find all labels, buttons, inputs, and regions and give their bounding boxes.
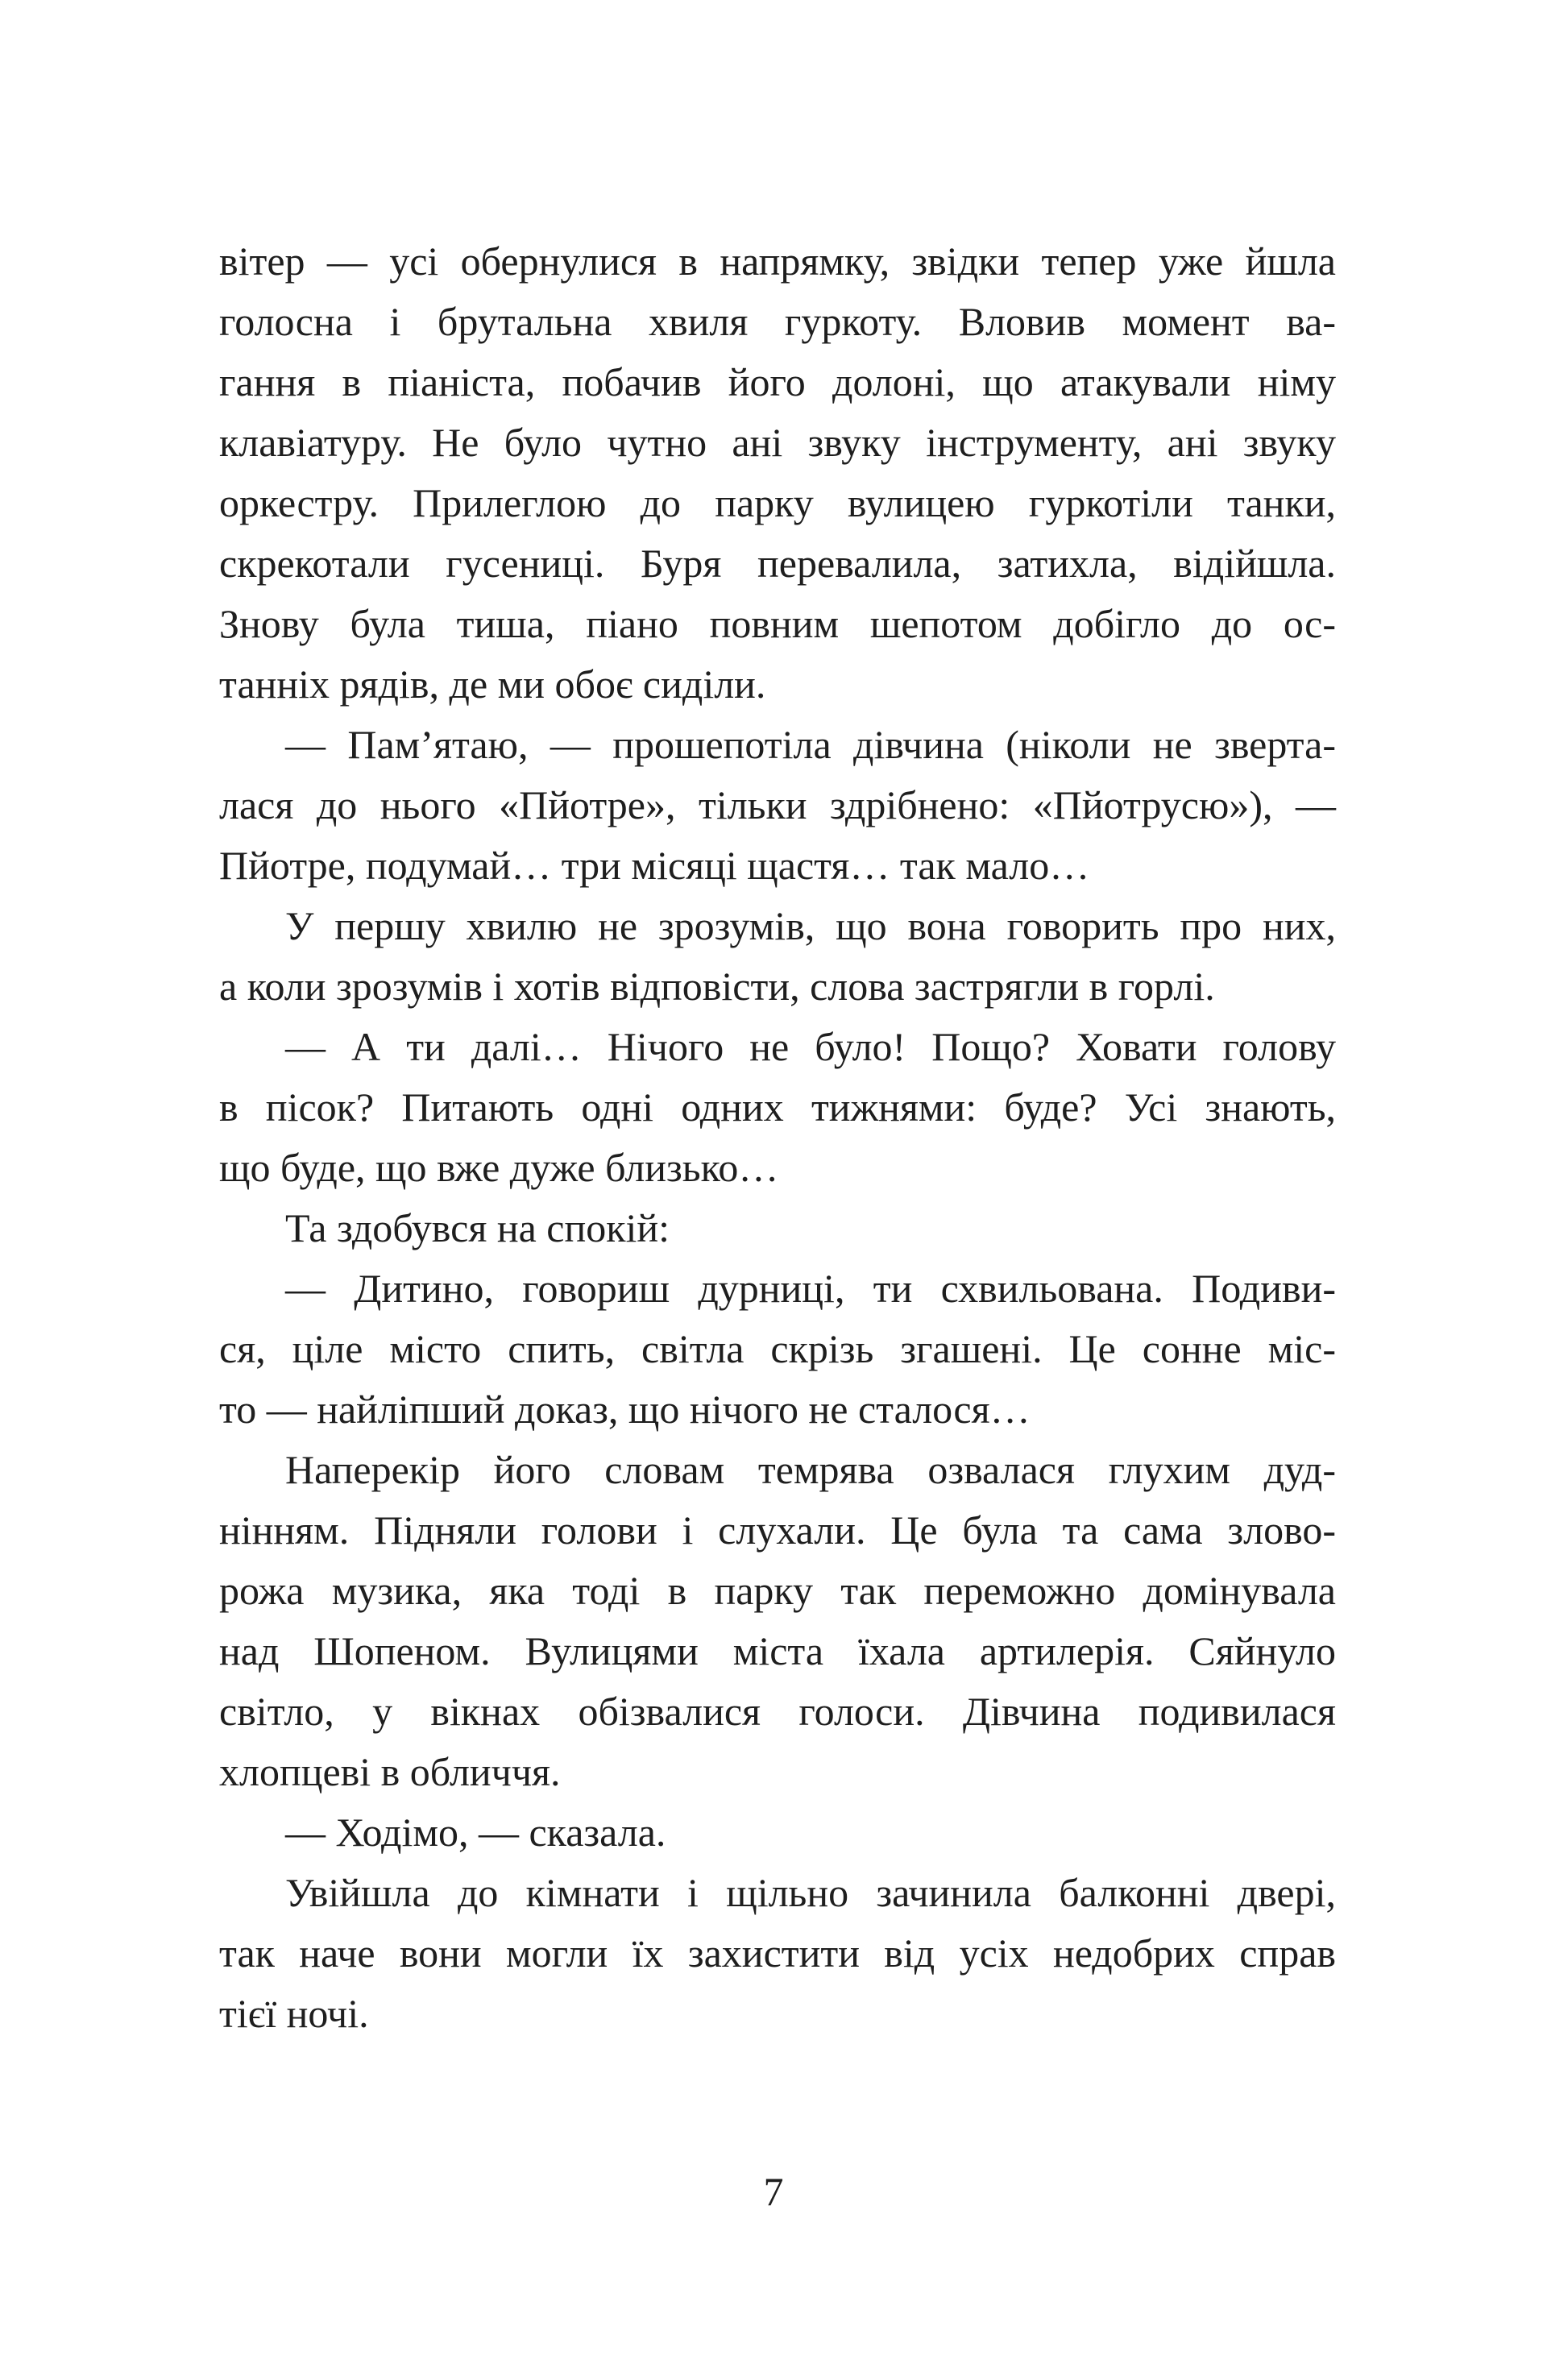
text-line: лася до нього «Пйотре», тільки здрібнено: «Пйотрусю»), —: [219, 782, 1336, 827]
text-line: над Шопеном. Вулицями міста їхала артилерія. Сяйнуло: [219, 1628, 1336, 1673]
text-line: — Дитино, говориш дурниці, ти схвильована. Подиви-: [285, 1266, 1336, 1311]
text-line: рожа музика, яка тоді в парку так переможно домінувала: [219, 1568, 1336, 1613]
text-line: світло, у вікнах обізвалися голоси. Дівчина подивилася: [219, 1689, 1336, 1734]
text-line: тієї ночі.: [219, 1991, 369, 2036]
text-line: а коли зрозумів і хотів відповісти, слова застрягли в горлі.: [219, 964, 1215, 1009]
text-line: хлопцеві в обличчя.: [219, 1749, 561, 1794]
text-line: нінням. Підняли голови і слухали. Це була та сама злово-: [219, 1507, 1336, 1553]
text-line: ся, ціле місто спить, світла скрізь згашені. Це сонне міс-: [219, 1326, 1336, 1371]
text-line: клавіатуру. Не було чутно ані звуку інструменту, ані звуку: [219, 420, 1336, 465]
page-number: 7: [763, 2169, 784, 2214]
text-line: вітер — усі обернулися в напрямку, звідки тепер уже йшла: [219, 238, 1336, 284]
text-line: Знову була тиша, піано повним шепотом добігло до ос-: [219, 601, 1336, 646]
text-line: голосна і брутальна хвиля гуркоту. Вловив момент ва-: [219, 299, 1336, 344]
text-line: Увійшла до кімнати і щільно зачинила балконні двері,: [285, 1870, 1336, 1915]
text-line: — А ти далі… Нічого не було! Пощо? Ховати голову: [285, 1024, 1336, 1069]
text-line: що буде, що вже дуже близько…: [219, 1145, 779, 1190]
text-line: так наче вони могли їх захистити від усіх недобрих справ: [219, 1930, 1336, 1976]
text-line: скрекотали гусениці. Буря перевалила, затихла, відійшла.: [219, 541, 1336, 586]
text-line: то — найліпший доказ, що нічого не сталося…: [219, 1387, 1031, 1432]
text-line: — Пам’ятаю, — прошепотіла дівчина (ніколи не зверта-: [285, 722, 1336, 767]
text-line: в пісок? Питають одні одних тижнями: буде? Усі знають,: [219, 1084, 1336, 1130]
text-line: Та здобувся на спокій:: [285, 1205, 670, 1250]
text-line: — Ходімо, — сказала.: [285, 1810, 666, 1855]
text-line: гання в піаніста, побачив його долоні, що атакували німу: [219, 359, 1336, 404]
text-line: танніх рядів, де ми обоє сиділи.: [219, 661, 766, 707]
text-line: Наперекір його словам темрява озвалася глухим дуд-: [285, 1447, 1336, 1492]
body-text: [219, 231, 1336, 2044]
text-line: У першу хвилю не зрозумів, що вона говорить про них,: [285, 903, 1336, 948]
text-line: Пйотре, подумай… три місяці щастя… так мало…: [219, 843, 1090, 888]
text-line: оркестру. Прилеглою до парку вулицею гуркотіли танки,: [219, 480, 1336, 525]
